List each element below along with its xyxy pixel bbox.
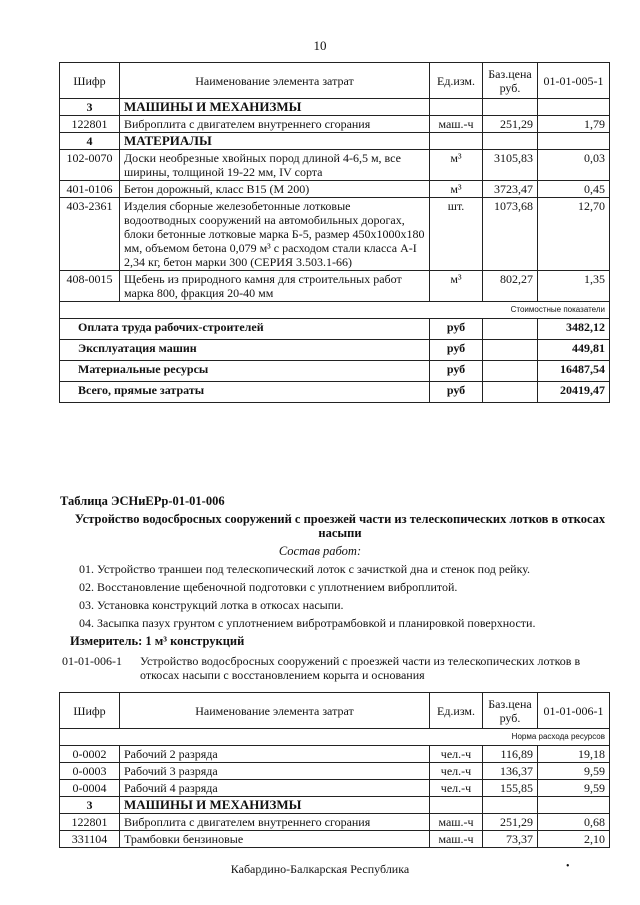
total-value: 20419,47 [538, 382, 610, 403]
total-label: Материальные ресурсы [60, 361, 430, 382]
total-label: Всего, прямые затраты [60, 382, 430, 403]
section-heading: Устройство водосбросных сооружений с проезжей части из телескопических лотков в откосах насыпи [74, 512, 606, 540]
row-code: 102-0070 [60, 150, 120, 181]
table-row [60, 150, 610, 181]
total-label: Эксплуатация машин [60, 340, 430, 361]
row-price: 3723,47 [483, 181, 538, 198]
section-title: МАШИНЫ И МЕХАНИЗМЫ [120, 99, 430, 116]
row-unit: шт. [430, 198, 483, 271]
total-row [60, 382, 610, 403]
section-number: 3 [60, 797, 120, 814]
section-row [60, 99, 610, 116]
header-unit: Ед.изм. [430, 693, 483, 729]
norm-label-row [60, 729, 610, 746]
row-price: 251,29 [483, 116, 538, 133]
row-price: 802,27 [483, 271, 538, 302]
total-row [60, 319, 610, 340]
row-name: Виброплита с двигателем внутреннего сгорания [120, 116, 430, 133]
resource-table-1 [59, 62, 610, 403]
row-price: 73,37 [483, 831, 538, 848]
row-name: Виброплита с двигателем внутреннего сгорания [120, 814, 430, 831]
table-row [60, 780, 610, 797]
footer-region: Кабардино-Балкарская Республика [230, 862, 410, 876]
row-norm: 12,70 [538, 198, 610, 271]
work-item: 04. Засыпка пазух грунтом с уплотнением вибротрамбовкой и планировкой поверхности. [79, 616, 536, 630]
header-code: Шифр [60, 693, 120, 729]
total-value: 16487,54 [538, 361, 610, 382]
row-code: 0-0004 [60, 780, 120, 797]
header-price: Баз.цена руб. [483, 63, 538, 99]
header-name: Наименование элемента затрат [120, 63, 430, 99]
total-unit: руб [430, 361, 483, 382]
header-norm-code: 01-01-006-1 [538, 693, 610, 729]
row-norm: 0,68 [538, 814, 610, 831]
work-item: 01. Устройство траншеи под телескопический лоток с зачисткой дна и стенок под рейку. [79, 562, 531, 576]
norm-label: Норма расхода ресурсов [60, 729, 610, 746]
row-name: Рабочий 2 разряда [120, 746, 430, 763]
row-code: 408-0015 [60, 271, 120, 302]
header-price: Баз.цена руб. [483, 693, 538, 729]
section-title: МАТЕРИАЛЫ [120, 133, 430, 150]
table-row [60, 116, 610, 133]
row-name: Щебень из природного камня для строительных работ марка 800, фракция 20-40 мм [120, 271, 430, 302]
norm-description: Устройство водосбросных сооружений с проезжей части из телескопических лотков в откосах насыпи с восстановлением корыта и основания [140, 654, 581, 682]
row-norm: 9,59 [538, 763, 610, 780]
row-norm: 0,45 [538, 181, 610, 198]
row-code: 0-0003 [60, 763, 120, 780]
row-code: 122801 [60, 814, 120, 831]
measurer: Измеритель: 1 м³ конструкций [70, 634, 245, 648]
cost-indicators-label: Стоимостные показатели [60, 302, 610, 319]
total-label: Оплата труда рабочих-строителей [60, 319, 430, 340]
dot-mark: • [566, 861, 570, 872]
norm-code: 01-01-006-1 [62, 654, 122, 668]
row-price: 136,37 [483, 763, 538, 780]
row-norm: 2,10 [538, 831, 610, 848]
table-row [60, 181, 610, 198]
section-row [60, 133, 610, 150]
row-name: Рабочий 4 разряда [120, 780, 430, 797]
total-unit: руб [430, 340, 483, 361]
header-name: Наименование элемента затрат [120, 693, 430, 729]
row-unit: м³ [430, 150, 483, 181]
row-norm: 1,79 [538, 116, 610, 133]
section-title: МАШИНЫ И МЕХАНИЗМЫ [120, 797, 430, 814]
row-name: Рабочий 3 разряда [120, 763, 430, 780]
row-code: 0-0002 [60, 746, 120, 763]
section-number: 4 [60, 133, 120, 150]
row-unit: чел.-ч [430, 746, 483, 763]
row-norm: 19,18 [538, 746, 610, 763]
row-unit: маш.-ч [430, 814, 483, 831]
resource-table-2 [59, 692, 610, 848]
row-name: Изделия сборные железобетонные лотковые водоотводных сооружений на автомобильных дорогах, блоки бетонные лотковые марка Б-5, размер 450х1000х180 мм, объемом бетона 0,079 м³ с расходом стали класса А-I 2,34 кг, бетон марки 300 (СЕРИЯ 3.503.1-66) [120, 198, 430, 271]
row-code: 401-0106 [60, 181, 120, 198]
page-number: 10 [313, 38, 327, 53]
section-number: 3 [60, 99, 120, 116]
row-price: 1073,68 [483, 198, 538, 271]
row-unit: чел.-ч [430, 763, 483, 780]
header-norm-code: 01-01-005-1 [538, 63, 610, 99]
total-row [60, 340, 610, 361]
table-row [60, 831, 610, 848]
total-value: 449,81 [538, 340, 610, 361]
table-row [60, 271, 610, 302]
row-norm: 0,03 [538, 150, 610, 181]
composition-title: Состав работ: [278, 544, 362, 558]
row-name: Бетон дорожный, класс B15 (М 200) [120, 181, 430, 198]
table-title: Таблица ЭСНиЕРр-01-01-006 [60, 494, 225, 508]
header-code: Шифр [60, 63, 120, 99]
row-unit: м³ [430, 271, 483, 302]
table-row [60, 746, 610, 763]
row-price: 251,29 [483, 814, 538, 831]
cost-label-row [60, 302, 610, 319]
row-price: 3105,83 [483, 150, 538, 181]
header-unit: Ед.изм. [430, 63, 483, 99]
row-norm: 1,35 [538, 271, 610, 302]
total-value: 3482,12 [538, 319, 610, 340]
row-unit: маш.-ч [430, 116, 483, 133]
row-norm: 9,59 [538, 780, 610, 797]
total-row [60, 361, 610, 382]
row-code: 331104 [60, 831, 120, 848]
table-row [60, 814, 610, 831]
total-unit: руб [430, 382, 483, 403]
row-name: Доски необрезные хвойных пород длиной 4-6,5 м, все ширины, толщиной 19-22 мм, IV сорта [120, 150, 430, 181]
row-unit: м³ [430, 181, 483, 198]
row-code: 122801 [60, 116, 120, 133]
row-unit: чел.-ч [430, 780, 483, 797]
table-header-row [60, 63, 610, 99]
row-name: Трамбовки бензиновые [120, 831, 430, 848]
table-row [60, 198, 610, 271]
row-price: 155,85 [483, 780, 538, 797]
work-item: 03. Установка конструкций лотка в откосах насыпи. [79, 598, 344, 612]
table-row [60, 763, 610, 780]
row-unit: маш.-ч [430, 831, 483, 848]
total-unit: руб [430, 319, 483, 340]
row-code: 403-2361 [60, 198, 120, 271]
row-price: 116,89 [483, 746, 538, 763]
section-row [60, 797, 610, 814]
work-item: 02. Восстановление щебеночной подготовки с уплотнением виброплитой. [79, 580, 458, 594]
table-header-row [60, 693, 610, 729]
